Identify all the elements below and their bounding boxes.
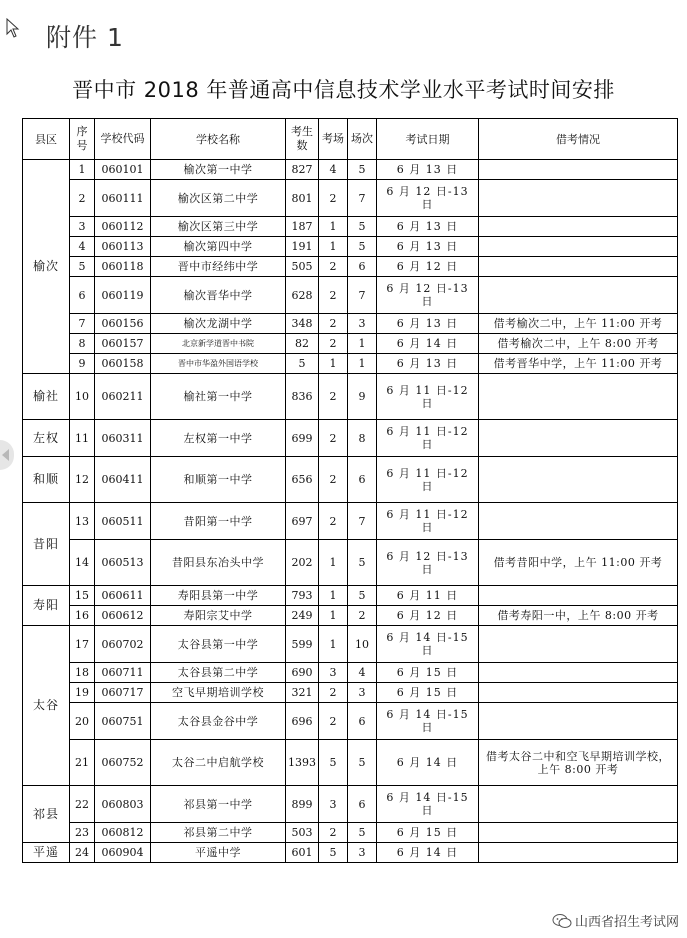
school-cell: 榆次区第三中学 (151, 217, 286, 237)
students-cell: 699 (286, 420, 319, 457)
school-cell: 太谷二中启航学校 (151, 740, 286, 786)
table-row (23, 683, 678, 703)
seq-cell: 5 (70, 257, 95, 277)
sessions-cell: 6 (348, 703, 377, 740)
venues-cell: 4 (319, 160, 348, 180)
note-cell (479, 586, 678, 606)
table-row (23, 823, 678, 843)
district-cell: 和顺 (23, 457, 70, 503)
district-cell: 祁县 (23, 786, 70, 843)
code-cell: 060111 (95, 180, 151, 217)
students-cell: 801 (286, 180, 319, 217)
venues-cell: 1 (319, 217, 348, 237)
sessions-cell: 6 (348, 457, 377, 503)
students-cell: 696 (286, 703, 319, 740)
sessions-cell: 3 (348, 683, 377, 703)
table-row (23, 277, 678, 314)
seq-cell: 17 (70, 626, 95, 663)
table-row (23, 354, 678, 374)
date-cell: 6 月 11 日-12 日 (377, 503, 479, 540)
table-row (23, 237, 678, 257)
venues-cell: 3 (319, 663, 348, 683)
exam-schedule-table (22, 118, 678, 863)
table-row (23, 626, 678, 663)
students-cell: 899 (286, 786, 319, 823)
sessions-cell: 7 (348, 277, 377, 314)
code-cell: 060101 (95, 160, 151, 180)
sessions-cell: 7 (348, 503, 377, 540)
code-cell: 060611 (95, 586, 151, 606)
table-row (23, 374, 678, 420)
seq-cell: 22 (70, 786, 95, 823)
code-cell: 060711 (95, 663, 151, 683)
seq-cell: 2 (70, 180, 95, 217)
students-cell: 1393 (286, 740, 319, 786)
school-cell: 榆次第四中学 (151, 237, 286, 257)
school-cell: 祁县第二中学 (151, 823, 286, 843)
sessions-cell: 6 (348, 786, 377, 823)
mouse-cursor-icon (6, 18, 20, 38)
table-row (23, 586, 678, 606)
seq-cell: 15 (70, 586, 95, 606)
seq-cell: 14 (70, 540, 95, 586)
code-cell: 060311 (95, 420, 151, 457)
code-cell: 060156 (95, 314, 151, 334)
table-row (23, 606, 678, 626)
note-cell: 借考寿阳一中，上午 8:00 开考 (479, 606, 678, 626)
date-cell: 6 月 13 日 (377, 314, 479, 334)
code-cell: 060513 (95, 540, 151, 586)
sessions-cell: 5 (348, 237, 377, 257)
venues-cell: 2 (319, 503, 348, 540)
code-cell: 060751 (95, 703, 151, 740)
seq-cell: 13 (70, 503, 95, 540)
school-cell: 晋中市华盈外国语学校 (151, 354, 286, 374)
code-cell: 060112 (95, 217, 151, 237)
date-cell: 6 月 14 日 (377, 740, 479, 786)
table-row (23, 420, 678, 457)
note-cell: 借考太谷二中和空飞早期培训学校，上午 8:00 开考 (479, 740, 678, 786)
note-cell: 借考昔阳中学，上午 11:00 开考 (479, 540, 678, 586)
district-cell: 榆社 (23, 374, 70, 420)
date-cell: 6 月 11 日-12 日 (377, 457, 479, 503)
date-cell: 6 月 14 日 (377, 334, 479, 354)
students-cell: 321 (286, 683, 319, 703)
date-cell: 6 月 12 日-13 日 (377, 180, 479, 217)
venues-cell: 2 (319, 823, 348, 843)
table-row (23, 703, 678, 740)
seq-cell: 6 (70, 277, 95, 314)
note-cell (479, 626, 678, 663)
school-cell: 和顺第一中学 (151, 457, 286, 503)
code-cell: 060211 (95, 374, 151, 420)
note-cell (479, 786, 678, 823)
note-cell: 借考晋华中学，上午 11:00 开考 (479, 354, 678, 374)
school-cell: 太谷县金谷中学 (151, 703, 286, 740)
date-cell: 6 月 14 日 (377, 843, 479, 863)
code-cell: 060717 (95, 683, 151, 703)
seq-cell: 21 (70, 740, 95, 786)
header-students: 考生数 (286, 119, 319, 160)
table-row (23, 503, 678, 540)
sessions-cell: 1 (348, 354, 377, 374)
date-cell: 6 月 12 日 (377, 606, 479, 626)
seq-cell: 16 (70, 606, 95, 626)
sessions-cell: 6 (348, 257, 377, 277)
code-cell: 060702 (95, 626, 151, 663)
table-row (23, 257, 678, 277)
students-cell: 697 (286, 503, 319, 540)
school-cell: 北京新学道晋中书院 (151, 334, 286, 354)
date-cell: 6 月 12 日-13 日 (377, 540, 479, 586)
school-cell: 晋中市经纬中学 (151, 257, 286, 277)
school-cell: 平遥中学 (151, 843, 286, 863)
school-cell: 空飞早期培训学校 (151, 683, 286, 703)
seq-cell: 10 (70, 374, 95, 420)
attachment-label: 附件 1 (46, 23, 124, 52)
note-cell (479, 180, 678, 217)
header-date: 考试日期 (377, 119, 479, 160)
header-venues: 考场 (319, 119, 348, 160)
date-cell: 6 月 13 日 (377, 237, 479, 257)
code-cell: 060157 (95, 334, 151, 354)
date-cell: 6 月 12 日 (377, 257, 479, 277)
seq-cell: 19 (70, 683, 95, 703)
note-cell (479, 843, 678, 863)
students-cell: 249 (286, 606, 319, 626)
students-cell: 82 (286, 334, 319, 354)
students-cell: 505 (286, 257, 319, 277)
seq-cell: 24 (70, 843, 95, 863)
sessions-cell: 10 (348, 626, 377, 663)
students-cell: 827 (286, 160, 319, 180)
note-cell (479, 277, 678, 314)
code-cell: 060158 (95, 354, 151, 374)
venues-cell: 2 (319, 314, 348, 334)
students-cell: 202 (286, 540, 319, 586)
code-cell: 060752 (95, 740, 151, 786)
students-cell: 187 (286, 217, 319, 237)
header-code: 学校代码 (95, 119, 151, 160)
district-cell: 寿阳 (23, 586, 70, 626)
school-cell: 太谷县第一中学 (151, 626, 286, 663)
sessions-cell: 3 (348, 843, 377, 863)
sessions-cell: 9 (348, 374, 377, 420)
school-cell: 昔阳县东冶头中学 (151, 540, 286, 586)
students-cell: 656 (286, 457, 319, 503)
table-row (23, 457, 678, 503)
table-row (23, 663, 678, 683)
sessions-cell: 5 (348, 823, 377, 843)
date-cell: 6 月 15 日 (377, 823, 479, 843)
venues-cell: 2 (319, 257, 348, 277)
school-cell: 榆次第一中学 (151, 160, 286, 180)
header-note: 借考情况 (479, 119, 678, 160)
code-cell: 060411 (95, 457, 151, 503)
table-row (23, 180, 678, 217)
students-cell: 348 (286, 314, 319, 334)
note-cell (479, 217, 678, 237)
table-row (23, 540, 678, 586)
note-cell (479, 703, 678, 740)
venues-cell: 1 (319, 586, 348, 606)
code-cell: 060812 (95, 823, 151, 843)
district-cell: 左权 (23, 420, 70, 457)
students-cell: 601 (286, 843, 319, 863)
date-cell: 6 月 14 日-15 日 (377, 703, 479, 740)
date-cell: 6 月 13 日 (377, 354, 479, 374)
school-cell: 榆次晋华中学 (151, 277, 286, 314)
venues-cell: 1 (319, 354, 348, 374)
venues-cell: 2 (319, 457, 348, 503)
seq-cell: 18 (70, 663, 95, 683)
students-cell: 628 (286, 277, 319, 314)
sessions-cell: 1 (348, 334, 377, 354)
table-row (23, 314, 678, 334)
code-cell: 060118 (95, 257, 151, 277)
date-cell: 6 月 11 日 (377, 586, 479, 606)
students-cell: 836 (286, 374, 319, 420)
venues-cell: 2 (319, 334, 348, 354)
students-cell: 191 (286, 237, 319, 257)
table-row (23, 843, 678, 863)
seq-cell: 3 (70, 217, 95, 237)
school-cell: 太谷县第二中学 (151, 663, 286, 683)
date-cell: 6 月 13 日 (377, 160, 479, 180)
note-cell (479, 683, 678, 703)
venues-cell: 1 (319, 237, 348, 257)
date-cell: 6 月 13 日 (377, 217, 479, 237)
note-cell (479, 257, 678, 277)
note-cell (479, 503, 678, 540)
header-school: 学校名称 (151, 119, 286, 160)
previous-page-arrow-icon[interactable] (0, 440, 14, 470)
table-row (23, 334, 678, 354)
sessions-cell: 5 (348, 586, 377, 606)
seq-cell: 23 (70, 823, 95, 843)
watermark (550, 911, 681, 930)
venues-cell: 5 (319, 740, 348, 786)
table-row (23, 217, 678, 237)
seq-cell: 7 (70, 314, 95, 334)
students-cell: 599 (286, 626, 319, 663)
table-row (23, 786, 678, 823)
students-cell: 690 (286, 663, 319, 683)
venues-cell: 1 (319, 626, 348, 663)
district-cell: 平遥 (23, 843, 70, 863)
seq-cell: 8 (70, 334, 95, 354)
school-cell: 左权第一中学 (151, 420, 286, 457)
date-cell: 6 月 15 日 (377, 663, 479, 683)
code-cell: 060119 (95, 277, 151, 314)
sessions-cell: 5 (348, 740, 377, 786)
district-cell: 榆次 (23, 160, 70, 374)
note-cell (479, 237, 678, 257)
district-cell: 太谷 (23, 626, 70, 786)
seq-cell: 9 (70, 354, 95, 374)
note-cell: 借考榆次二中，上午 11:00 开考 (479, 314, 678, 334)
sessions-cell: 4 (348, 663, 377, 683)
school-cell: 寿阳县第一中学 (151, 586, 286, 606)
venues-cell: 2 (319, 420, 348, 457)
school-cell: 昔阳第一中学 (151, 503, 286, 540)
seq-cell: 11 (70, 420, 95, 457)
sessions-cell: 5 (348, 160, 377, 180)
venues-cell: 2 (319, 180, 348, 217)
note-cell (479, 457, 678, 503)
date-cell: 6 月 14 日-15 日 (377, 786, 479, 823)
venues-cell: 2 (319, 374, 348, 420)
code-cell: 060511 (95, 503, 151, 540)
header-sessions: 场次 (348, 119, 377, 160)
students-cell: 5 (286, 354, 319, 374)
note-cell: 借考榆次二中，上午 8:00 开考 (479, 334, 678, 354)
code-cell: 060803 (95, 786, 151, 823)
code-cell: 060113 (95, 237, 151, 257)
school-cell: 榆次龙湖中学 (151, 314, 286, 334)
date-cell: 6 月 11 日-12 日 (377, 420, 479, 457)
venues-cell: 2 (319, 703, 348, 740)
venues-cell: 1 (319, 540, 348, 586)
students-cell: 793 (286, 586, 319, 606)
students-cell: 503 (286, 823, 319, 843)
sessions-cell: 5 (348, 217, 377, 237)
venues-cell: 3 (319, 786, 348, 823)
sessions-cell: 7 (348, 180, 377, 217)
school-cell: 祁县第一中学 (151, 786, 286, 823)
school-cell: 榆次区第二中学 (151, 180, 286, 217)
note-cell (479, 823, 678, 843)
venues-cell: 2 (319, 277, 348, 314)
code-cell: 060612 (95, 606, 151, 626)
school-cell: 寿阳宗艾中学 (151, 606, 286, 626)
table-row (23, 740, 678, 786)
code-cell: 060904 (95, 843, 151, 863)
table-header-row (23, 119, 678, 160)
date-cell: 6 月 14 日-15 日 (377, 626, 479, 663)
note-cell (479, 374, 678, 420)
sessions-cell: 3 (348, 314, 377, 334)
note-cell (479, 663, 678, 683)
sessions-cell: 5 (348, 540, 377, 586)
header-seq: 序号 (70, 119, 95, 160)
district-cell: 昔阳 (23, 503, 70, 586)
document-title: 晋中市 2018 年普通高中信息技术学业水平考试时间安排 (72, 78, 615, 102)
venues-cell: 1 (319, 606, 348, 626)
seq-cell: 1 (70, 160, 95, 180)
table-row (23, 160, 678, 180)
note-cell (479, 420, 678, 457)
date-cell: 6 月 12 日-13 日 (377, 277, 479, 314)
venues-cell: 5 (319, 843, 348, 863)
sessions-cell: 2 (348, 606, 377, 626)
school-cell: 榆社第一中学 (151, 374, 286, 420)
header-district: 县区 (23, 119, 70, 160)
watermark-text: 山西省招生考试网 (574, 915, 679, 930)
seq-cell: 12 (70, 457, 95, 503)
seq-cell: 20 (70, 703, 95, 740)
date-cell: 6 月 15 日 (377, 683, 479, 703)
seq-cell: 4 (70, 237, 95, 257)
date-cell: 6 月 11 日-12 日 (377, 374, 479, 420)
venues-cell: 2 (319, 683, 348, 703)
sessions-cell: 8 (348, 420, 377, 457)
wechat-icon (552, 913, 572, 929)
note-cell (479, 160, 678, 180)
